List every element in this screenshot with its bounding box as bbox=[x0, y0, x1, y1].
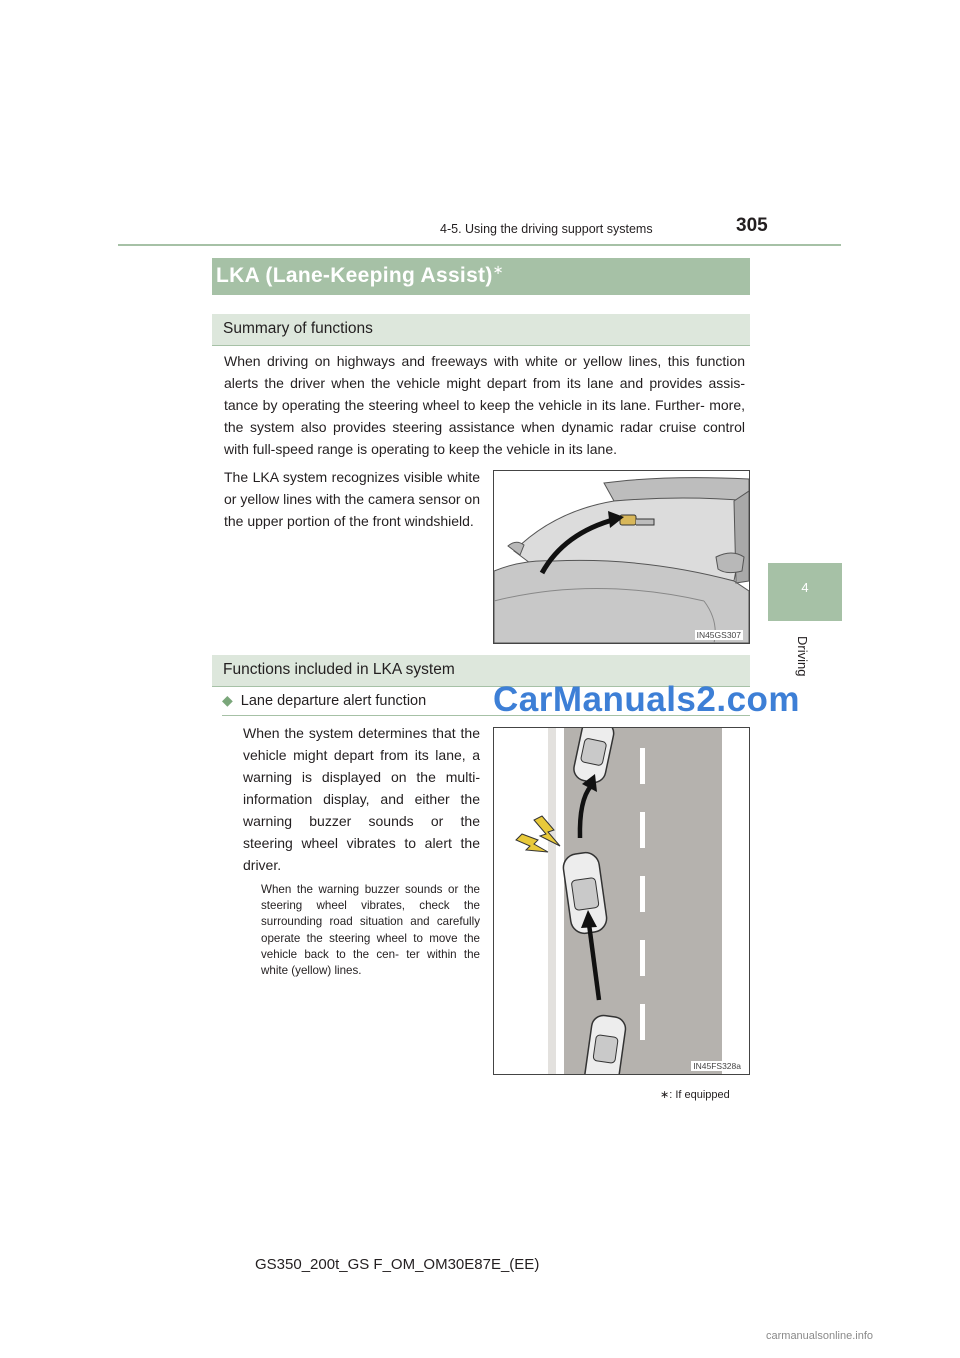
lane-departure-heading-text: Lane departure alert function bbox=[240, 693, 427, 709]
section-title-text: LKA (Lane-Keeping Assist) bbox=[216, 264, 493, 287]
summary-heading-bar bbox=[212, 314, 750, 346]
document-code: GS350_200t_GS F_OM_OM30E87E_(EE) bbox=[255, 1256, 540, 1273]
running-header-section: 4-5. Using the driving support systems bbox=[440, 222, 653, 236]
lane-departure-paragraph: When the system determines that the vehicle might depart from its lane, a warning is displayed on the multi-information display, and either the warning buzzer sounds or the steering wheel vibrates to alert the driver. bbox=[243, 725, 480, 873]
watermark-carmanuals2: CarManuals2.com bbox=[493, 680, 801, 719]
warning-note: When the warning buzzer sounds or the steering wheel vibrates, check the surrounding road situation and carefully operate the steering wheel to move the vehicle back to the cen- ter within the white (yellow) lines. bbox=[261, 883, 480, 978]
footnote-mark: ∗ bbox=[660, 1089, 670, 1101]
section-title bbox=[216, 264, 504, 288]
lane-drawing bbox=[494, 728, 749, 1074]
lane-departure-illustration bbox=[493, 727, 750, 1075]
diamond-bullet-icon: ◆ bbox=[222, 692, 233, 708]
footnote-text: : If equipped bbox=[669, 1089, 730, 1101]
functions-heading: Functions included in LKA system bbox=[223, 661, 455, 678]
windshield-camera-illustration bbox=[493, 470, 750, 644]
if-equipped-mark: ∗ bbox=[492, 262, 504, 277]
header-rule bbox=[118, 244, 841, 246]
image-code-lane: IN45FS328a bbox=[693, 1061, 741, 1071]
lane-departure-heading bbox=[222, 692, 426, 709]
image-code-windshield: IN45GS307 bbox=[696, 630, 741, 640]
camera-paragraph: The LKA system recognizes visible white or yellow lines with the camera sensor on the upper portion of the front windshield. bbox=[224, 469, 481, 529]
watermark-carmanualsonline: carmanualsonline.info bbox=[766, 1330, 874, 1342]
footnote bbox=[660, 1088, 730, 1101]
summary-paragraph: When driving on highways and freeways with white or yellow lines, this function alerts the driver when the vehicle might depart from its lane and provides assis- tance by operating the steering wheel to keep the vehicle in its lane. Further- more, the system also provides steering assistance when dynamic radar cruise control with full-speed range is operating to keep the vehicle in its lane. bbox=[224, 353, 745, 457]
windshield-drawing bbox=[494, 471, 749, 643]
summary-heading: Summary of functions bbox=[223, 320, 373, 337]
page-number: 305 bbox=[736, 215, 768, 236]
chapter-tab: 4 bbox=[768, 563, 842, 621]
section-title-bar bbox=[212, 258, 750, 295]
chapter-label: Driving bbox=[795, 636, 810, 677]
